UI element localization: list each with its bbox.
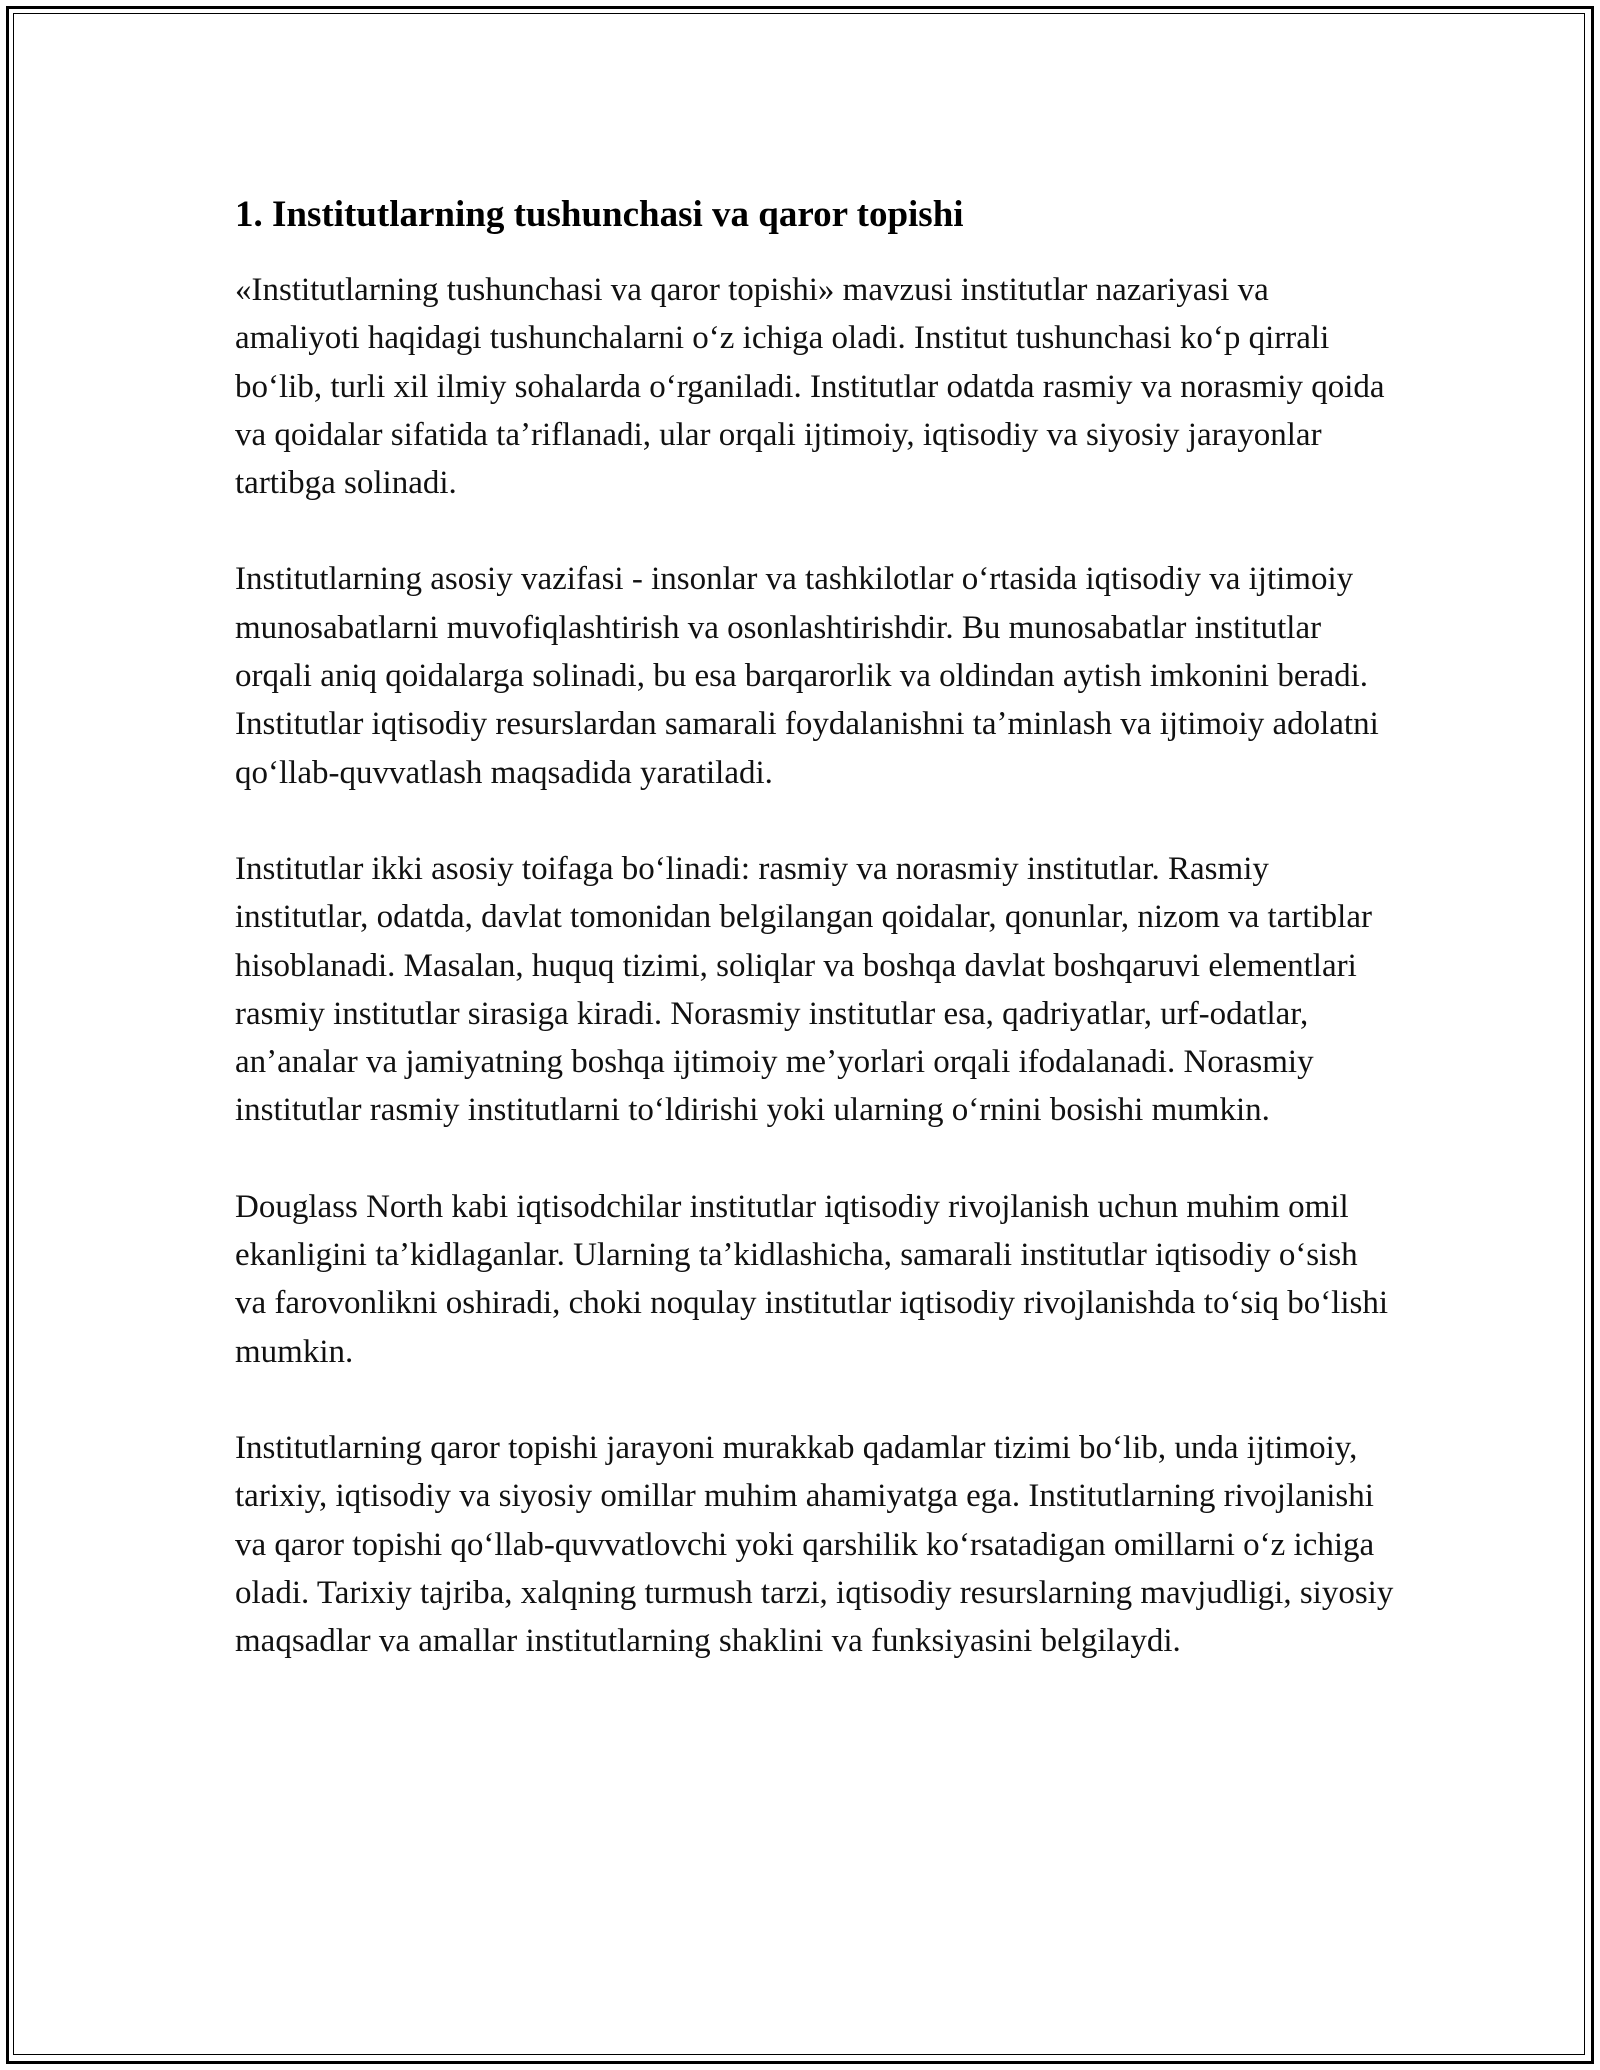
paragraph-categories: Institutlar ikki asosiy toifaga boʻlinadi: rasmiy va norasmiy institutlar. Rasmiy institutlar, odatda, davlat tomonidan belgilangan qoidalar, qonunlar, nizom va tartiblar hisoblanadi. Masalan, huquq tizimi, soliqlar va boshqa davlat boshqaruvi elementlari rasmiy institutlar sirasiga kiradi. Norasmiy institutlar esa, qadriyatlar, urf-odatlar, anʼanalar va jamiyatning boshqa ijtimoiy meʼyorlari orqali ifodalanadi. Norasmiy institutlar rasmiy institutlarni toʻldirishi yoki ularning oʻrnini bosishi mumkin. <box>235 850 1372 1129</box>
paragraph-north: Douglass North kabi iqtisodchilar institutlar iqtisodiy rivojlanish uchun muhim omil ekanligini taʼkidlaganlar. Ularning taʼkidlashicha, samarali institutlar iqtisodiy oʻsish va farovonlikni oshiradi, choki noqulay institutlar iqtisodiy rivojlanishda toʻsiq boʻlishi mumkin. <box>235 1188 1389 1370</box>
paragraph-main-function: Institutlarning asosiy vazifasi - insonlar va tashkilotlar oʻrtasida iqtisodiy va ijtimoiy munosabatlarni muvofiqlashtirish va osonlashtirishdir. Bu munosabatlar institutlar orqali aniq qoidalarga solinadi, bu esa barqarorlik va oldindan aytish imkonini beradi. Institutlar iqtisodiy resurslardan samarali foydalanishni taʼminlash va ijtimoiy adolatni qoʻllab-quvvatlash maqsadida yaratiladi. <box>235 561 1379 791</box>
paragraph-intro: «Institutlarning tushunchasi va qaror topishi» mavzusi institutlar nazariyasi va amaliyoti haqidagi tushunchalarni oʻz ichiga oladi. Institut tushunchasi koʻp qirrali boʻlib, turli xil ilmiy sohalarda oʻrganiladi. Institutlar odatda rasmiy va norasmiy qoida va qoidalar sifatida taʼriflanadi, ular orqali ijtimoiy, iqtisodiy va siyosiy jarayonlar tartibga solinadi. <box>235 272 1385 502</box>
paragraph-formation: Institutlarning qaror topishi jarayoni murakkab qadamlar tizimi boʻlib, unda ijtimoiy, tarixiy, iqtisodiy va siyosiy omillar muhim ahamiyatga ega. Institutlarning rivojlanishi va qaror topishi qoʻllab-quvvatlovchi yoki qarshilik koʻrsatadigan omillarni oʻz ichiga oladi. Tarixiy tajriba, xalqning turmush tarzi, iqtisodiy resurslarning mavjudligi, siyosiy maqsadlar va amallar institutlarning shaklini va funksiyasini belgilaydi. <box>235 1429 1394 1660</box>
document-body <box>235 185 1395 1713</box>
section-heading: 1. Institutlarning tushunchasi va qaror topishi <box>235 194 964 235</box>
